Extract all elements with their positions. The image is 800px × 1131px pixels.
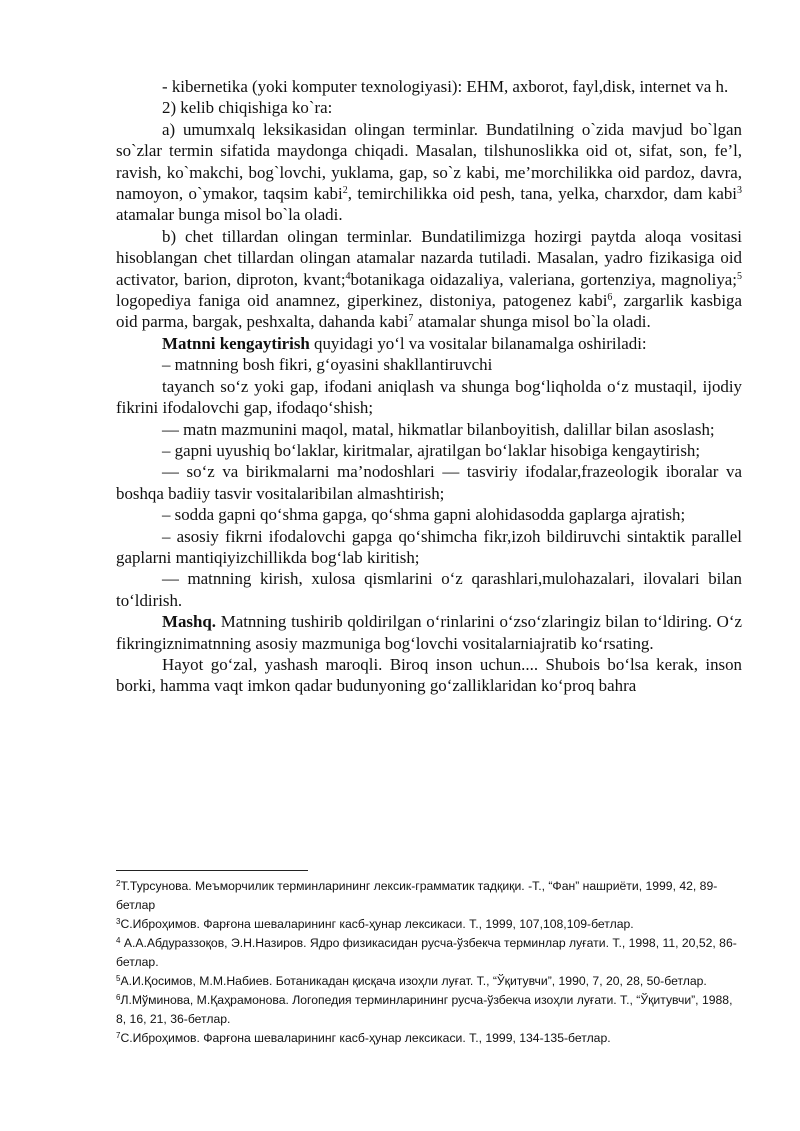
footnote-ref-5[interactable]: 5 [737, 270, 742, 282]
footnote-6: $^6$Л.Мўминова, М.Қаҳрамонова. Логопедия терминларининг русча-ўзбекча изоҳли луғати. Т., “Ўқитувчи”, 1988, 8, 16, 21, 36-бетлар. [116, 993, 733, 1026]
paragraph-expansion-intro: Matnni kengaytirish quyidagi yo‘l va vositalar bilanamalga oshiriladi: [162, 333, 647, 353]
footnotes [116, 877, 742, 1048]
paragraph-foreign-terms: b) chet tillardan olingan terminlar. Bundatilimizga hozirgi paytda aloqa vositasi hisoblangan chet tillardan olingan atamalar nazarda tutiladi. Masalan, yadro fizikasiga oid activator, barion, diproton, kvant;$^4$botanikaga oidazaliya, valeriana, gortenziya, magnoliya;$^5$ logopediya faniga oid anamnez, giperkinez, distoniya, patogenez kabi$^6$, zargarlik kasbiga oid parma, bargak, peshxalta, dahanda kabi$^7$ atamalar shunga misol bo`la oladi. [116, 226, 742, 332]
list-item-parallel-sentences: – asosiy fikrni ifodalovchi gapga qo‘shimcha fikr,izoh bildiruvchi sintaktik parallel gaplarni mantiqiyizchillikda bog‘lab kiritish; [116, 526, 742, 567]
list-item-intro-conclusion: — matnning kirish, xulosa qismlarini o‘z qarashlari,mulohazalari, ilovalari bilan to‘ldirish. [116, 569, 742, 610]
list-item-proverbs: — matn mazmunini maqol, matal, hikmatlar bilanboyitish, dalillar bilan asoslash; [162, 419, 715, 439]
paragraph-native-terms: a) umumxalq leksikasidan olingan terminlar. Bundatilning o`zida mavjud bo`lgan so`zlar termin sifatida maydonga chiqadi. Masalan, tilshunoslikka oid ot, sifat, son, fe’l, ravish, ko`makchi, bog`lovchi, yuklama, gap, so`z kabi, me’morchilikka oid pardoz, davra, namoyon, o`ymakor, taqsim kabi$^2$, temirchilikka oid pesh, tana, yelka, charxdor, dam kabi$^3$ atamalar bunga misol bo`la oladi. [116, 119, 742, 225]
footnote-ref-4[interactable]: 4 [345, 270, 351, 282]
list-item-key-word: tayanch so‘z yoki gap, ifodani aniqlash va shunga bog‘liqholda o‘z mustaqil, ijodiy fikrini ifodalovchi gap, ifodaqo‘shish; [116, 376, 742, 418]
footnote-5: $^5$А.И.Қосимов, М.М.Набиев. Ботаникадан қисқача изоҳли луғат. Т., “Ўқитувчи”, 1990, 7, 20, 28, 50-бетлар. [116, 974, 707, 988]
footnote-ref-2[interactable]: 2 [342, 185, 348, 197]
footnote-4: $^4$ А.А.Абдураззоқов, Э.Н.Назиров. Ядро физикасидан русча-ўзбекча терминлар луғати. Т., 1998, 11, 20,52, 86-бетлар. [116, 936, 737, 969]
paragraph-kibernetika: - kibernetika (yoki komputer texnologiyasi): EHM, axborot, fayl,disk, internet va h. [162, 77, 729, 96]
paragraph-exercise-text: Hayot go‘zal, yashash maroqli. Biroq inson uchun.... Shubois bo‘lsa kerak, inson borki, hamma vaqt imkon qadar budunyoning go‘zalliklaridan ko‘proq bahra [116, 654, 742, 696]
footnote-ref-6[interactable]: 6 [607, 292, 613, 304]
footnote-ref-7[interactable]: 7 [408, 313, 414, 325]
list-item-synonyms: — so‘z va birikmalarni ma’nodoshlari — tasviriy ifodalar,frazeologik iboralar va boshqa badiiy tasvir vositalaribilan almashtirish; [116, 462, 742, 503]
list-item-homogeneous-parts: – gapni uyushiq bo‘laklar, kiritmalar, ajratilgan bo‘laklar hisobiga kengaytirish; [162, 440, 701, 460]
term-matnni-kengaytirish: Matnni kengaytirish [162, 333, 310, 353]
exercise-label: Mashq. [162, 612, 216, 632]
list-item-compound-sentences: – sodda gapni qo‘shma gapga, qo‘shma gapni alohidasodda gaplarga ajratish; [162, 505, 686, 525]
list-item-main-idea: – matnning bosh fikri, g‘oyasini shakllantiruvchi [162, 355, 493, 375]
footnote-3: $^3$С.Иброҳимов. Фарғона шеваларининг касб-ҳунар лексикаси. Т., 1999, 107,108,109-бетлар. [116, 917, 634, 931]
footnote-2: $^2$Т.Турсунова. Меъморчилик терминларининг лексик-грамматик тадқиқи. -Т., “Фан” нашриёти, 1999, 42, 89-бетлар [116, 879, 718, 912]
footnote-ref-3[interactable]: 3 [737, 185, 742, 197]
footnote-separator [116, 870, 308, 871]
paragraph-origin-heading: 2) kelib chiqishiga ko`ra: [162, 98, 333, 118]
paragraph-exercise: Mashq. Matnning tushirib qoldirilgan o‘rinlarini o‘zso‘zlaringiz bilan to‘ldiring. O‘z fikringiznimatnning asosiy mazmuniga bog‘lovchi vositalarniajratib ko‘rsating. [116, 612, 742, 653]
body-text [116, 76, 742, 697]
footnote-7: $^7$С.Иброҳимов. Фарғона шеваларининг касб-ҳунар лексикаси. Т., 1999, 134-135-бетлар. [116, 1031, 611, 1045]
